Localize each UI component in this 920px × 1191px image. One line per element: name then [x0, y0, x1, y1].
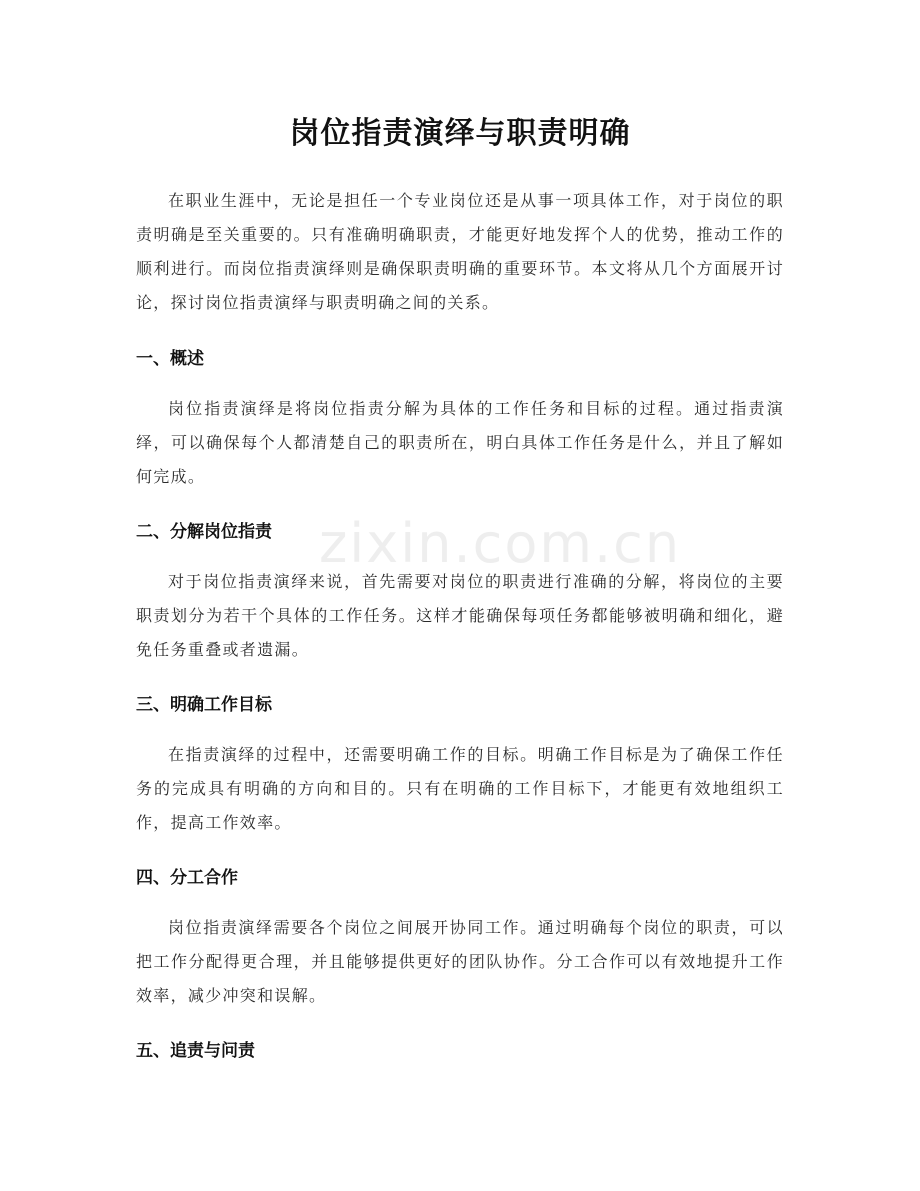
section-body-2: 对于岗位指责演绎来说，首先需要对岗位的职责进行准确的分解，将岗位的主要职责划分为若干个具体的工作任务。这样才能确保每项任务都能够被明确和细化，避免任务重叠或者遗漏。 — [136, 572, 784, 659]
section-heading-1: 一、概述 — [136, 349, 204, 369]
section-heading-5: 五、追责与问责 — [136, 1041, 255, 1061]
section-heading-4: 四、分工合作 — [136, 868, 238, 888]
section-body-1: 岗位指责演绎是将岗位指责分解为具体的工作任务和目标的过程。通过指责演绎，可以确保每个人都清楚自己的职责所在，明白具体工作任务是什么，并且了解如何完成。 — [136, 399, 784, 486]
section-heading-3: 三、明确工作目标 — [136, 695, 272, 715]
intro-paragraph: 在职业生涯中，无论是担任一个专业岗位还是从事一项具体工作，对于岗位的职责明确是至关重要的。只有准确明确职责，才能更好地发挥个人的优势，推动工作的顺利进行。而岗位指责演绎则是确保职责明确的重要环节。本文将从几个方面展开讨论，探讨岗位指责演绎与职责明确之间的关系。 — [136, 191, 784, 312]
section-body-4: 岗位指责演绎需要各个岗位之间展开协同工作。通过明确每个岗位的职责，可以把工作分配得更合理，并且能够提供更好的团队协作。分工合作可以有效地提升工作效率，减少冲突和误解。 — [136, 918, 784, 1005]
page-title: 岗位指责演绎与职责明确 — [289, 116, 631, 151]
watermark-text: zixin.com.cn — [318, 512, 682, 575]
section-heading-2: 二、分解岗位指责 — [136, 522, 272, 542]
section-body-3: 在指责演绎的过程中，还需要明确工作的目标。明确工作目标是为了确保工作任务的完成具有明确的方向和目的。只有在明确的工作目标下，才能更有效地组织工作，提高工作效率。 — [136, 745, 784, 832]
